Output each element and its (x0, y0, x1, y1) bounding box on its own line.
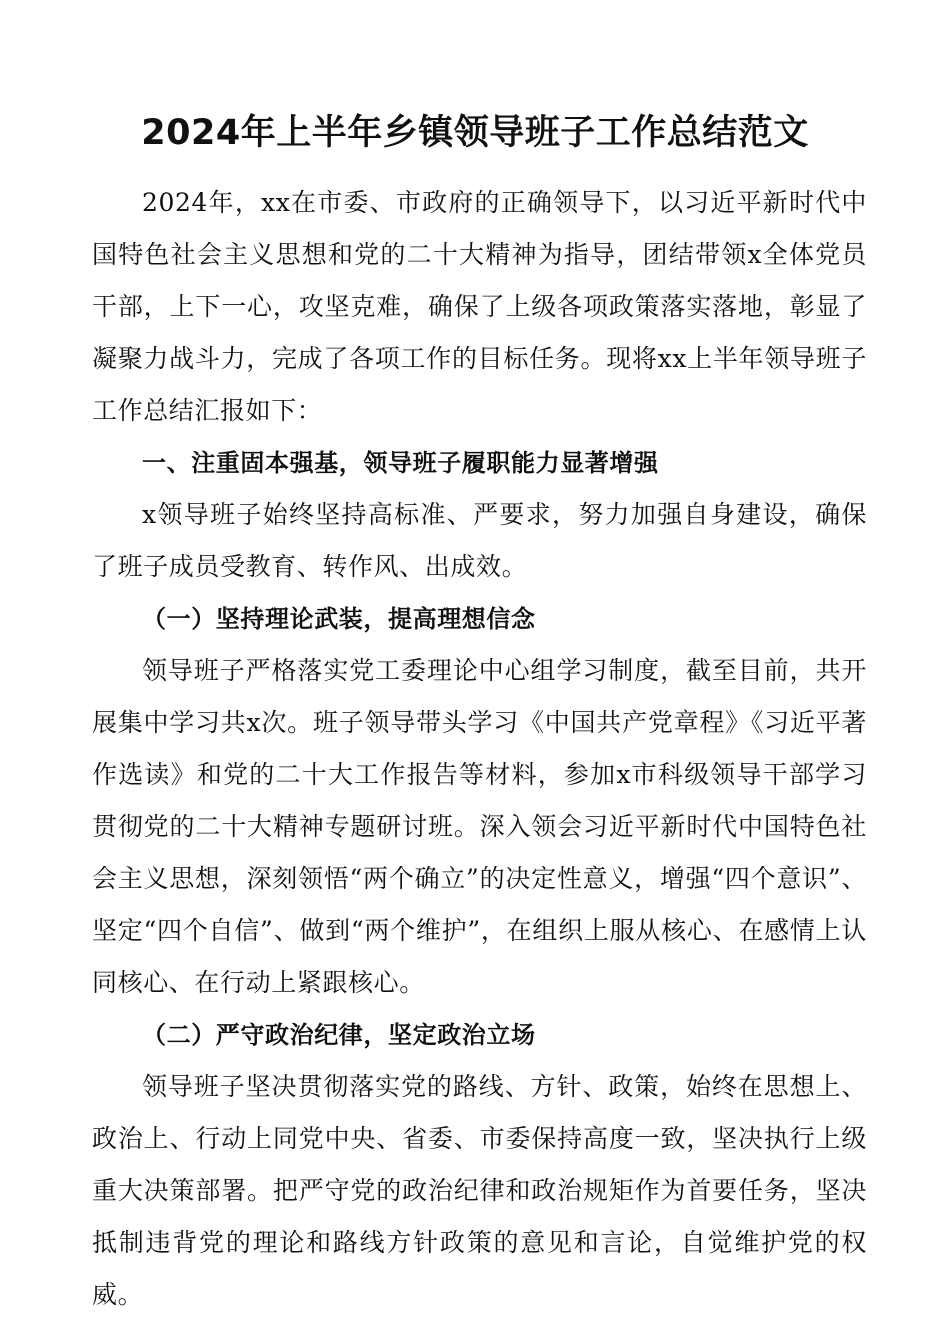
intro-paragraph: 2024年，xx在市委、市政府的正确领导下，以习近平新时代中国特色社会主义思想和党的二十大精神为指导，团结带领x全体党员干部，上下一心，攻坚克难，确保了上级各项政策落实落地，彰显了凝聚力战斗力，完成了各项工作的目标任务。现将xx上半年领导班子工作总结汇报如下： (92, 188, 867, 425)
subsection-heading-2: （二）严守政治纪律，坚定政治立场 (142, 1021, 536, 1049)
document-title: 2024年上半年乡镇领导班子工作总结范文 (141, 113, 809, 153)
section-1-paragraph: x领导班子始终坚持高标准、严要求，努力加强自身建设，确保了班子成员受教育、转作风、出成效。 (92, 500, 867, 581)
document-body (92, 177, 867, 1321)
section-heading-1: 一、注重固本强基，领导班子履职能力显著增强 (142, 449, 659, 477)
subsection-heading-1: （一）坚持理论武装，提高理想信念 (142, 605, 536, 633)
subsection-1-paragraph: 领导班子严格落实党工委理论中心组学习制度，截至目前，共开展集中学习共x次。班子领导带头学习《中国共产党章程》《习近平著作选读》和党的二十大工作报告等材料，参加x市科级领导干部学习贯彻党的二十大精神专题研讨班。深入领会习近平新时代中国特色社会主义思想，深刻领悟“两个确立”的决定性意义，增强“四个意识”、坚定“四个自信”、做到“两个维护”，在组织上服从核心、在感情上认同核心、在行动上紧跟核心。 (92, 656, 867, 997)
subsection-2-paragraph: 领导班子坚决贯彻落实党的路线、方针、政策，始终在思想上、政治上、行动上同党中央、省委、市委保持高度一致，坚决执行上级重大决策部署。把严守党的政治纪律和政治规矩作为首要任务，坚决抵制违背党的理论和路线方针政策的意见和言论，自觉维护党的权威。 (92, 1072, 867, 1309)
